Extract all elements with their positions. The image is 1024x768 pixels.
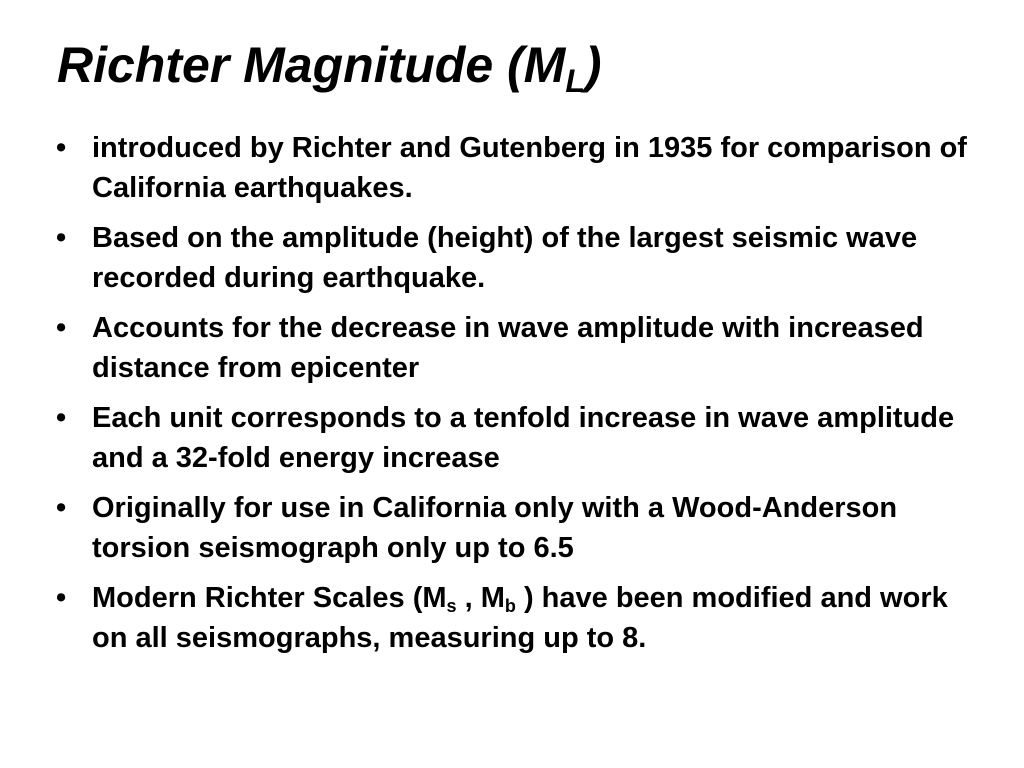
bullet-subscript: b bbox=[504, 596, 516, 616]
bullet-item bbox=[56, 488, 986, 568]
bullet-text: introduced by Richter and Gutenberg in 1935 for comparison of California earthquakes. bbox=[92, 132, 967, 204]
slide-title bbox=[57, 37, 602, 99]
bullet-text: Based on the amplitude (height) of the largest seismic wave recorded during earthquake. bbox=[92, 222, 918, 294]
bullet-dot: • bbox=[56, 132, 67, 164]
bullet-text-part: ) have been modified and work on all seismographs, measuring up to 8. bbox=[92, 582, 948, 654]
bullet-text: Accounts for the decrease in wave amplitude with increased distance from epicenter bbox=[92, 312, 924, 384]
title-text: Richter Magnitude (M bbox=[57, 37, 566, 93]
bullet-text: Originally for use in California only with a Wood-Anderson torsion seismograph only up to 6.5 bbox=[92, 492, 898, 564]
bullet-dot: • bbox=[56, 402, 67, 434]
bullet-item bbox=[56, 128, 986, 208]
bullet-dot: • bbox=[56, 312, 67, 344]
bullet-text: Each unit corresponds to a tenfold increase in wave amplitude and a 32-fold energy increase bbox=[92, 402, 955, 474]
bullet-text-part: Modern Richter Scales (M bbox=[92, 582, 447, 614]
bullet-item bbox=[56, 218, 986, 298]
title-close-paren: ) bbox=[584, 37, 602, 93]
bullet-text-part: , M bbox=[456, 582, 505, 614]
bullet-item bbox=[56, 398, 986, 478]
bullet-subscript: s bbox=[446, 596, 457, 616]
bullet-text bbox=[92, 582, 948, 654]
bullet-item bbox=[56, 578, 986, 658]
bullet-item bbox=[56, 308, 986, 388]
bullet-list bbox=[56, 128, 986, 668]
bullet-dot: • bbox=[56, 222, 67, 254]
bullet-dot: • bbox=[56, 492, 67, 524]
bullet-dot: • bbox=[56, 582, 67, 614]
title-subscript: L bbox=[565, 63, 585, 99]
